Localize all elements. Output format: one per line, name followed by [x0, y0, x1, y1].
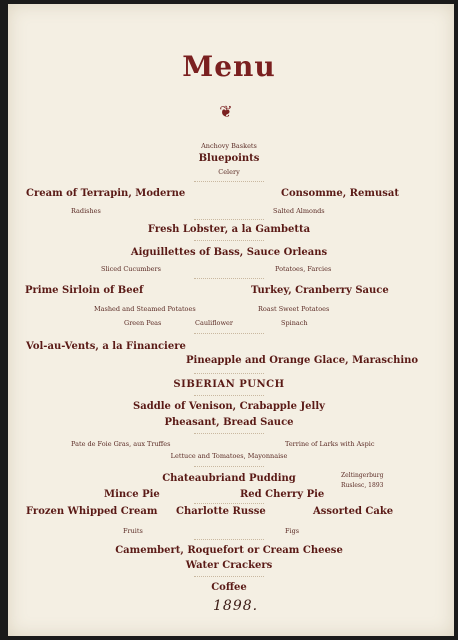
divider: [194, 240, 264, 241]
menu-item: Consomme, Remusat: [281, 188, 399, 199]
divider: [194, 278, 264, 279]
menu-item: Aiguillettes of Bass, Sauce Orleans: [130, 247, 328, 258]
menu-item: Figs: [285, 527, 300, 535]
stamp-line: Zeltingerburg: [341, 472, 384, 479]
divider: [194, 539, 264, 540]
menu-item: Celery: [218, 168, 240, 176]
menu-item: Sliced Cucumbers: [101, 265, 161, 273]
menu-item: Frozen Whipped Cream: [26, 506, 158, 517]
menu-item: Fruits: [123, 527, 143, 535]
menu-item: Bluepoints: [198, 153, 260, 164]
menu-card: [8, 4, 454, 636]
divider: [194, 395, 264, 396]
menu-item: Camembert, Roquefort or Cream Cheese: [115, 545, 343, 556]
divider: [194, 181, 264, 182]
menu-item: Prime Sirloin of Beef: [25, 285, 144, 296]
divider: [194, 433, 264, 434]
menu-item: Lettuce and Tomatoes, Mayonnaise: [170, 452, 288, 460]
divider: [194, 373, 264, 374]
menu-item: Pate de Foie Gras, aux Truffes: [71, 440, 171, 448]
menu-item: Radishes: [71, 207, 101, 215]
menu-item: Turkey, Cranberry Sauce: [251, 285, 389, 296]
menu-item: Water Crackers: [185, 560, 273, 571]
handwritten-year: 1898.: [213, 598, 259, 614]
divider: [194, 576, 264, 577]
menu-item: Red Cherry Pie: [240, 489, 325, 500]
menu-item: Salted Almonds: [273, 207, 325, 215]
divider: [194, 503, 264, 504]
menu-item: Vol-au-Vents, a la Financiere: [26, 341, 186, 352]
menu-item: Spinach: [281, 319, 308, 327]
menu-title: Menu: [182, 50, 276, 83]
menu-item: Charlotte Russe: [176, 506, 266, 517]
menu-item: Potatoes, Farcies: [275, 265, 332, 273]
divider: [194, 466, 264, 467]
menu-item: Anchovy Baskets: [201, 142, 257, 150]
menu-item: SIBERIAN PUNCH: [173, 379, 285, 390]
menu-item: Mince Pie: [104, 489, 160, 500]
menu-item: Roast Sweet Potatoes: [258, 305, 330, 313]
menu-item: Chateaubriand Pudding: [162, 473, 296, 484]
divider: [194, 333, 264, 334]
menu-item: Green Peas: [124, 319, 162, 327]
menu-item: Saddle of Venison, Crabapple Jelly: [133, 401, 325, 412]
menu-item: Pheasant, Bread Sauce: [164, 417, 294, 428]
menu-item: Pineapple and Orange Glace, Maraschino: [186, 355, 419, 366]
menu-item: Coffee: [211, 582, 247, 593]
menu-item: Assorted Cake: [313, 506, 394, 517]
menu-item: Cauliflower: [195, 319, 233, 327]
divider: [194, 219, 264, 220]
menu-item: Fresh Lobster, a la Gambetta: [147, 224, 311, 235]
menu-item: Mashed and Steamed Potatoes: [94, 305, 196, 313]
menu-item: Terrine of Larks with Aspic: [285, 440, 375, 448]
menu-item: Cream of Terrapin, Moderne: [26, 188, 186, 199]
stamp-line: Ruslesc, 1893: [341, 482, 384, 489]
ornament-icon: ❦: [219, 102, 233, 121]
